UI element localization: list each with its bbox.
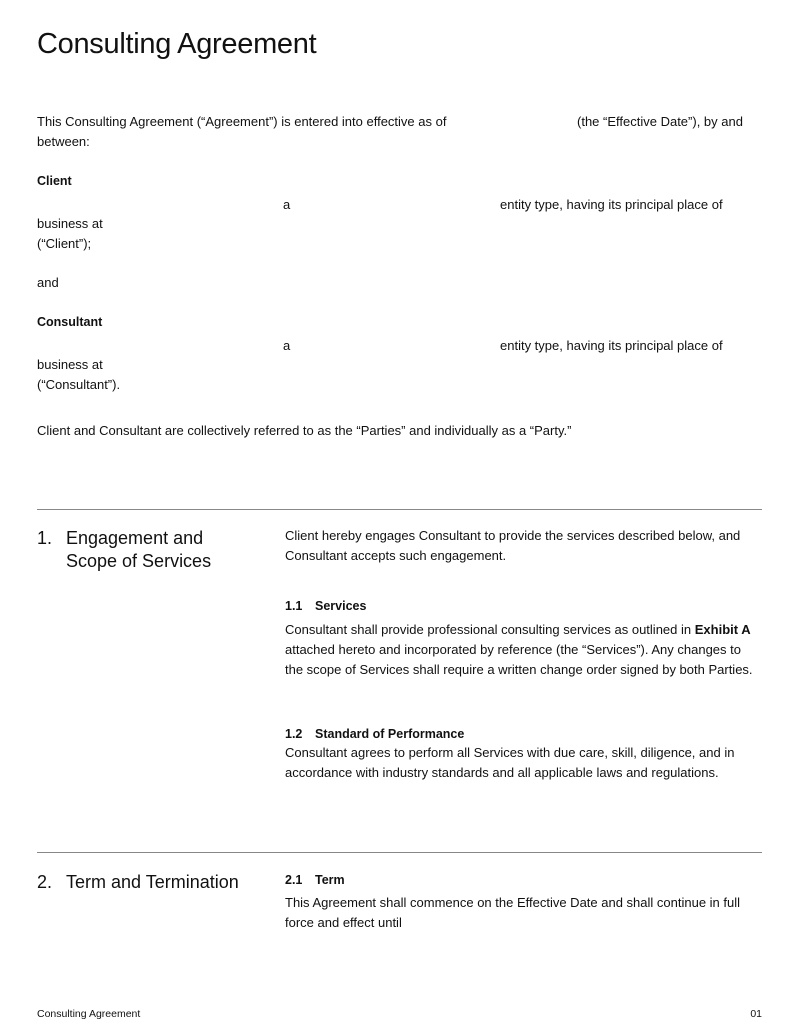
section-2-number: 2. bbox=[37, 872, 53, 892]
text: attached hereto and incorporated by reference (the “Services”). Any changes to the scope of Services shall require a written change order signed by both Parties. bbox=[285, 642, 753, 677]
and-text: and bbox=[37, 275, 59, 290]
section-1-title-line2: Scope of Services bbox=[66, 551, 212, 571]
page-title: Consulting Agreement bbox=[37, 28, 317, 60]
consultant-name-field[interactable] bbox=[37, 337, 277, 355]
parties-sentence: Client and Consultant are collectively referred to as the “Parties” and individually as a “Party.” bbox=[37, 423, 572, 438]
subsection-title: Term bbox=[315, 873, 345, 887]
subsection-number: 1.2 bbox=[285, 727, 303, 741]
subsection-2-1-heading bbox=[285, 870, 345, 890]
client-label: Client bbox=[37, 174, 72, 188]
subsection-1-1-text bbox=[285, 620, 760, 680]
subsection-1-1-heading bbox=[285, 596, 366, 616]
footer-title: Consulting Agreement bbox=[37, 1008, 141, 1020]
section-divider bbox=[37, 852, 762, 853]
subsection-number: 1.1 bbox=[285, 599, 303, 613]
text: Consultant shall provide professional consulting services as outlined in bbox=[285, 622, 695, 637]
subsection-number: 2.1 bbox=[285, 873, 303, 887]
exhibit-reference: Exhibit A bbox=[694, 622, 751, 637]
consultant-label: Consultant bbox=[37, 315, 103, 329]
intro-text: This Consulting Agreement (“Agreement”) is entered into effective as of bbox=[37, 114, 447, 129]
subsection-1-2-heading bbox=[285, 724, 464, 744]
subsection-1-2-text: Consultant agrees to perform all Services with due care, skill, diligence, and in accordance with industry standards and all applicable laws and regulations. bbox=[285, 745, 735, 780]
section-1-intro: Client hereby engages Consultant to provide the services described below, and Consultant accepts such engagement. bbox=[285, 528, 741, 563]
intro-between: between: bbox=[37, 134, 90, 149]
consultant-business-at: business at bbox=[37, 357, 103, 372]
consultant-entity-type-field[interactable] bbox=[296, 337, 494, 355]
client-address-field[interactable] bbox=[110, 215, 750, 233]
section-divider bbox=[37, 509, 762, 510]
section-1-number: 1. bbox=[37, 528, 53, 548]
effective-date-field[interactable] bbox=[462, 113, 572, 131]
consultant-address-field[interactable] bbox=[110, 356, 750, 374]
client-closing: (“Client”); bbox=[37, 236, 92, 251]
page-number: 01 bbox=[750, 1008, 762, 1020]
section-1-title-line1: Engagement and bbox=[66, 528, 204, 548]
client-name-field[interactable] bbox=[37, 196, 277, 214]
subsection-title: Services bbox=[315, 599, 367, 613]
section-2-title: Term and Termination bbox=[66, 872, 239, 892]
client-business-at: business at bbox=[37, 216, 103, 231]
client-entity-text: entity type, having its principal place of bbox=[500, 197, 723, 212]
consultant-entity-text: entity type, having its principal place of bbox=[500, 338, 723, 353]
client-a: a bbox=[283, 197, 291, 212]
intro-text-cont: (the “Effective Date”), by and bbox=[577, 114, 743, 129]
consultant-closing: (“Consultant”). bbox=[37, 377, 121, 392]
subsection-2-1-text: This Agreement shall commence on the Effective Date and shall continue in full force and effect until bbox=[285, 895, 741, 930]
consultant-a: a bbox=[283, 338, 291, 353]
client-entity-type-field[interactable] bbox=[296, 196, 494, 214]
subsection-title: Standard of Performance bbox=[315, 727, 465, 741]
